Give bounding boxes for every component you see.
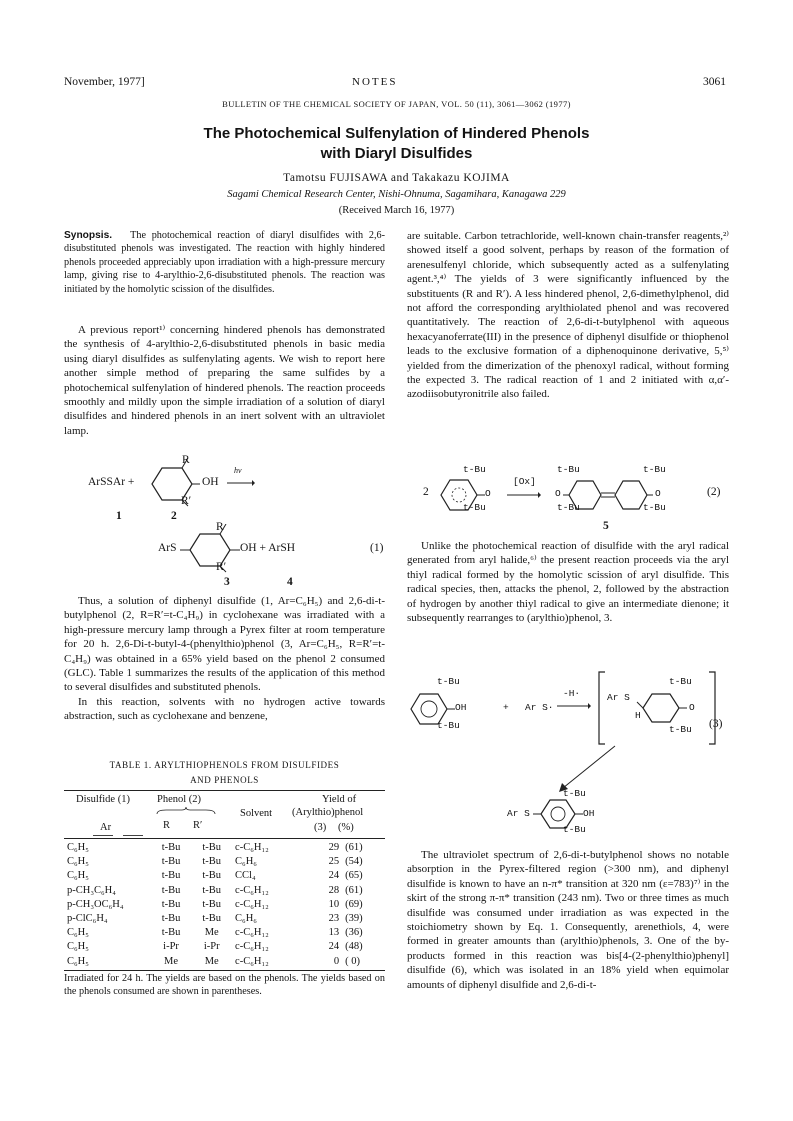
table-header-disulfide: Disulfide (1): [76, 794, 130, 805]
paper-title-line-2: with Diaryl Disulfides: [320, 145, 473, 162]
scheme3-thiyl-radical: Ar S·: [525, 702, 554, 713]
compound-2-label: 2: [171, 510, 177, 522]
scheme2-product-tbu-3: t-Bu: [557, 502, 580, 513]
table-header-rprime: R′: [193, 820, 203, 831]
table-cell: (69): [345, 898, 363, 910]
table-cell: t-Bu: [161, 898, 181, 910]
scheme3-product-oh: OH: [583, 808, 595, 819]
right-paragraph-2: [407, 539, 729, 625]
table-cell: t-Bu: [202, 856, 222, 868]
table-cell: C₆H₅: [67, 927, 89, 939]
scheme2-product-tbu-2: t-Bu: [643, 464, 666, 475]
table-cell: (65): [345, 870, 363, 882]
header-underline-rprime: [123, 835, 143, 836]
table-cell: C₆H₅: [67, 856, 89, 868]
scheme2-coefficient: 2: [423, 486, 429, 498]
product-ring-icon: [180, 524, 242, 574]
equation-2-number: (2): [707, 486, 721, 498]
table-cell: p-CH₃C₆H₄: [67, 884, 116, 896]
table-header-yield-1: Yield of: [322, 794, 357, 805]
table-cell: Me: [204, 927, 219, 939]
table-1: [64, 841, 385, 969]
table-cell: c-C₆H₁₂: [235, 927, 269, 939]
table-cell: (61): [345, 842, 363, 853]
table-caption-2: AND PHENOLS: [190, 775, 259, 785]
scheme3-product-tbu-bottom: t-Bu: [563, 824, 586, 835]
scheme1-rprime: R′: [181, 495, 192, 507]
compound-5-label: 5: [603, 520, 609, 532]
scheme-1: [64, 450, 385, 590]
equation-1-number: (1): [370, 542, 384, 554]
table-cell: c-C₆H₁₂: [235, 955, 269, 967]
compound-4-label: 4: [287, 576, 293, 588]
table-header-pct: (%): [338, 822, 354, 833]
table-cell: t-Bu: [161, 842, 181, 853]
table-cell: C₆H₅: [67, 955, 89, 967]
right-paragraph-1: are suitable. Carbon tetrachloride, well-known chain-transfer reagents,²⁾ showed itself a good solvent, perhaps by reason of the formation of arenesulfenyl chloride, which subsequently acted as a sulfenylating agent.³,⁴⁾ The yields of 3 were significantly influenced by the substituents (R and R′). A less hindered phenol, 2,6-dimethylphenol, did not afford the corresponding arylthiolated phenol and was recovered quantitatively. The reaction of 2,6-di-t-butylphenol with aqueous hexacyanoferrate(III) in the presence of diphenyl disulfide or thiophenol leads to the exclusive formation of a diphenoquinone derivative, 5,⁵⁾ yielded from the dimerization of the phenoxyl radical, without forming the expected 3. The radical reaction of 1 and 2 initiated with α,α′-azodiisobutyronitrile also failed.: [407, 230, 729, 401]
table-bottom-rule: [64, 970, 385, 971]
table-cell: Me: [164, 955, 179, 967]
table-cell: 25: [328, 856, 340, 868]
left-paragraph-1: [64, 323, 385, 438]
synopsis-label: Synopsis.: [64, 230, 113, 241]
page-number: 3061: [703, 76, 726, 88]
table-header: [64, 794, 385, 844]
table-header-rule: [64, 838, 385, 839]
authors: Tamotsu FUJISAWA and Takakazu KOJIMA: [283, 172, 510, 184]
scheme1-product-right: OH + ArSH: [240, 542, 296, 554]
table-cell: C₆H₅: [67, 870, 89, 882]
table-row: [64, 898, 385, 912]
solvent-paragraph: In this reaction, solvents with no hydrogen active towards abstraction, such as cyclohexane and benzene,: [64, 695, 385, 723]
table-cell: t-Bu: [161, 856, 181, 868]
table-cell: (39): [345, 913, 363, 925]
table-cell: 24: [328, 870, 340, 882]
table-cell: t-Bu: [161, 884, 181, 896]
table-cell: C₆H₆: [235, 856, 257, 868]
table-header-solvent: Solvent: [240, 808, 273, 819]
scheme3-intermediate-ars: Ar S: [607, 692, 630, 703]
scheme1-oh: OH: [202, 476, 219, 488]
table-cell: c-C₆H₁₂: [235, 941, 269, 953]
dienone-intermediate-icon: [597, 668, 717, 748]
oxidation-arrow-icon: [507, 491, 541, 499]
left-paragraph-2: [64, 594, 385, 724]
scheme3-intermediate-h: H: [635, 710, 641, 721]
synopsis: [64, 229, 385, 296]
scheme3-product-ars: Ar S: [507, 808, 530, 819]
compound-1-label: 1: [116, 510, 122, 522]
table-header-yield-2: (Arylthio)phenol: [292, 807, 364, 818]
table-cell: t-Bu: [161, 927, 181, 939]
table-row: [64, 841, 385, 855]
procedure-paragraph: Thus, a solution of diphenyl disulfide (1, Ar=C₆H₅) and 2,6-di-t-butylphenol (2, R=R′=t-C₄H₉) in cyclohexane was irradiated with a high-pressure mercury lamp through a Pyrex filter at room temperature for 20 h. 2,6-Di-t-butyl-4-(phenylthio)phenol (3, Ar=C₆H₅, R=R′=t-C₄H₉) was obtained in a 65% yield based on the phenol 2 consumed (GLC). Table 1 summarizes the results of the application of this method to several disulfides and substituted phenols.: [64, 595, 385, 694]
table-caption-1: TABLE 1. ARYLTHIOPHENOLS FROM DISULFIDES: [109, 760, 340, 770]
table-cell: t-Bu: [202, 884, 222, 896]
table-cell: t-Bu: [202, 913, 222, 925]
table-cell: i-Pr: [203, 941, 220, 953]
table-cell: t-Bu: [161, 870, 181, 882]
scheme2-product-tbu-1: t-Bu: [557, 464, 580, 475]
table-cell: 23: [328, 913, 340, 925]
scheme3-oh: OH: [455, 702, 467, 713]
scheme2-product-o-right: O: [655, 488, 661, 499]
table-header-ar: Ar: [100, 822, 112, 833]
table-cell: t-Bu: [202, 842, 222, 853]
scheme2-product-o-left: O: [555, 488, 561, 499]
journal-line: BULLETIN OF THE CHEMICAL SOCIETY OF JAPAN, VOL. 50 (11), 3061—3062 (1977): [222, 99, 571, 109]
table-row: [64, 855, 385, 869]
affiliation: Sagami Chemical Research Center, Nishi-Ohnuma, Sagamihara, Kanagawa 229: [227, 189, 566, 200]
right-paragraph-3: [407, 848, 729, 992]
table-cell: (61): [345, 884, 363, 896]
table-cell: C₆H₅: [67, 941, 89, 953]
intro-paragraph: A previous report¹⁾ concerning hindered phenols has demonstrated the synthesis of 4-arylthio-2,6-disubstituted phenols in basic media using diaryl disulfides as sulfenylating agents. We wish to report here another simple method of preparing the same sulfides by a photochemical sulfenylation of hindered phenols. The reaction proceeds smoothly and mildly upon the simple irradiation of a solution of diaryl disulfides and hindered phenols in an inert solvent with an ultraviolet lamp.: [64, 324, 385, 437]
table-cell: Me: [204, 955, 219, 967]
table-cell: CCl₄: [235, 870, 256, 882]
table-top-rule: [64, 790, 385, 791]
table-cell: 28: [328, 884, 340, 896]
table-cell: C₆H₅: [67, 842, 89, 853]
compound-3-label: 3: [224, 576, 230, 588]
table-cell: i-Pr: [163, 941, 179, 953]
scheme3-intermediate-tbu-bottom: t-Bu: [669, 724, 692, 735]
table-cell: t-Bu: [202, 870, 222, 882]
uv-spectrum-paragraph: The ultraviolet spectrum of 2,6-di-t-butylphenol shows no notable absorption in the Pyrex-filtered region (>300 nm), and diphenyl disulfide is known to have an n-π* transition at 320 nm (ε=783)⁷⁾ in the skirt of the strong π-π* transition (243 nm). Two or three times as much disulfide was consumed under irradiation as was expected in the stoichiometry shown by Eq. 1. Consequently, arenethiols, 4, were formed in greater amounts than (arylthio)phenols, 3. One of the by-products formed in this reaction was bis[4-(2-phenylthio)phenyl] disulfide (6), which was isolated in an 18% yield when equimolar amounts of diphenyl disulfide and 2,6-di-t-: [407, 849, 729, 991]
table-cell: 29: [328, 842, 340, 853]
running-header-date: November, 1977]: [64, 76, 145, 88]
table-cell: c-C₆H₁₂: [235, 898, 269, 910]
table-cell: 0: [333, 955, 340, 967]
table-cell: (36): [345, 927, 363, 939]
scheme1-reactant: ArSSAr +: [88, 476, 135, 488]
scheme3-tbu-bottom: t-Bu: [437, 720, 460, 731]
table-cell: ( 0): [345, 955, 360, 967]
table-cell: C₆H₆: [235, 913, 257, 925]
table-row: [64, 940, 385, 954]
table-cell: p-ClC₆H₄: [67, 913, 108, 925]
reaction-arrow-icon: [227, 479, 255, 487]
table-cell: c-C₆H₁₂: [235, 884, 269, 896]
paper-title-line-1: The Photochemical Sulfenylation of Hindered Phenols: [203, 125, 590, 142]
table-header-3: (3): [314, 822, 327, 833]
table-row: [64, 869, 385, 883]
scheme3-intermediate-o: O: [689, 702, 695, 713]
table-cell: 10: [328, 898, 340, 910]
table-row: [64, 884, 385, 898]
scheme-2: [407, 458, 729, 538]
table-cell: (54): [345, 856, 363, 868]
table-row: [64, 926, 385, 940]
scheme-3: [407, 668, 729, 840]
scheme1-hv: hν: [234, 466, 242, 475]
rearrangement-arrow-icon: [557, 744, 617, 794]
scheme3-product-tbu-top: t-Bu: [563, 788, 586, 799]
equation-3-number: (3): [709, 718, 723, 730]
table-cell: 13: [328, 927, 340, 939]
synopsis-text: The photochemical reaction of diaryl disulfides with 2,6-disubstituted phenols was investigated. The reaction with highly hindered phenols proceeded appreciably upon irradiation with a high-pressure mercury lamp, giving rise to 4-arylthio-2,6-disubstituted phenols. The reaction was initiated by the homolytic scission of the disulfides.: [64, 230, 385, 295]
table-footnote: Irradiated for 24 h. The yields are based on the phenols. The yields based on the phenols consumed are shown in parentheses.: [64, 973, 385, 998]
table-header-r: R: [163, 820, 171, 831]
scheme2-o: O: [485, 488, 491, 499]
table-cell: 24: [328, 941, 340, 953]
scheme1-r: R: [182, 454, 190, 466]
table-header-phenol: Phenol (2): [157, 794, 202, 805]
table-cell: (48): [345, 941, 363, 953]
scheme1-product-r: R: [216, 521, 224, 533]
table-cell: p-CH₃OC₆H₄: [67, 898, 124, 910]
mechanism-paragraph: Unlike the photochemical reaction of disulfide with the aryl radical generated from aryl halide,⁶⁾ the present reaction proceeds via the aryl thiyl radical formed by the homolytic scission of aryl disulfide. This radical species, then, attacks the phenol, 2, followed by the abstraction of hydrogen by another thiyl radical to give an intermediate dienone; it subsequently rearranges to (arylthio)phenol, 3.: [407, 540, 729, 625]
header-underline-r: [93, 835, 113, 836]
running-header-section: NOTES: [352, 76, 398, 88]
scheme2-tbu-bottom: t-Bu: [463, 502, 486, 513]
scheme3-plus: +: [503, 702, 509, 713]
table-cell: t-Bu: [202, 898, 222, 910]
scheme2-tbu-top: t-Bu: [463, 464, 486, 475]
abstraction-arrow-icon: [557, 702, 591, 710]
scheme2-oxidant: [Ox]: [513, 476, 536, 487]
received-date: (Received March 16, 1977): [338, 205, 455, 216]
brace-icon: [156, 807, 216, 815]
scheme1-product-ars: ArS: [158, 542, 177, 554]
scheme1-product-rprime: R′: [216, 561, 227, 573]
table-row: [64, 912, 385, 926]
table-cell: t-Bu: [161, 913, 181, 925]
scheme2-product-tbu-4: t-Bu: [643, 502, 666, 513]
scheme3-intermediate-tbu-top: t-Bu: [669, 676, 692, 687]
scheme3-minus-h: -H·: [563, 688, 581, 699]
table-cell: c-C₆H₁₂: [235, 842, 269, 853]
table-row: [64, 955, 385, 969]
scheme3-tbu-top: t-Bu: [437, 676, 460, 687]
